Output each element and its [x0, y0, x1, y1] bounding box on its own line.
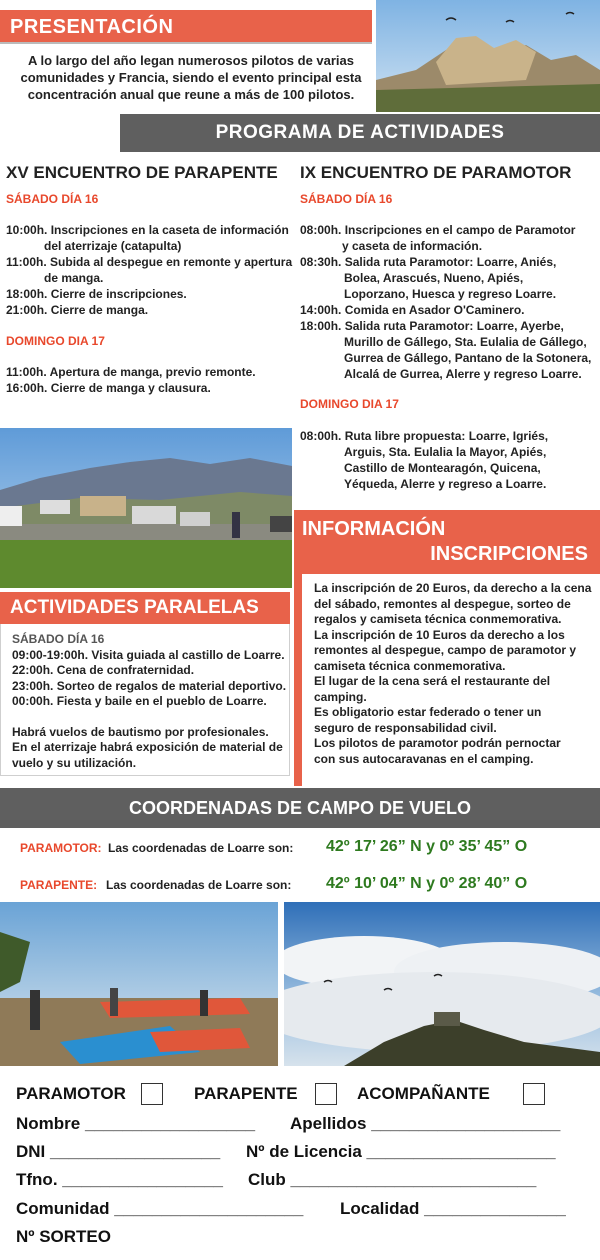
nombre-field[interactable]: Nombre __________________	[16, 1114, 256, 1133]
club-field[interactable]: Club __________________________	[248, 1170, 537, 1189]
paramotor-entry: 08:30h. Salida ruta Paramotor: Loarre, Aniés, Bolea, Arascués, Nueno, Apiés, Loporzano, Huesca y regreso Loarre.	[300, 255, 557, 301]
inscripciones-title: INSCRIPCIONES	[430, 543, 588, 565]
parapente-entry: 11:00h. Subida al despegue en remonte y apertura de manga.	[6, 255, 293, 285]
parapente-checkbox[interactable]	[315, 1083, 337, 1105]
parapente-option-label: PARAPENTE	[194, 1084, 298, 1103]
programa-banner	[120, 114, 600, 152]
parapente-coord-label: PARAPENTE:	[20, 878, 98, 892]
paramotor-entry: 08:00h. Ruta libre propuesta: Loarre, Igriés, Arguis, Sta. Eulalia la Mayor, Apiés, Castillo de Montearagón, Quicena, Yéqueda, Alerre y regreso a Loarre.	[300, 429, 549, 491]
comunidad-field[interactable]: Comunidad ____________________	[16, 1199, 304, 1218]
presentacion-banner	[0, 10, 372, 44]
paramotor-entry: 14:00h. Comida en Asador O'Caminero.	[300, 303, 525, 317]
localidad-field[interactable]: Localidad _______________	[340, 1199, 566, 1218]
paramotor-coord-value: 42º 17’ 26” N y 0º 35’ 45” O	[326, 838, 528, 855]
paramotor-entry: 08:00h. Inscripciones en el campo de Paramotor y caseta de información.	[300, 223, 576, 253]
castle-photo	[376, 0, 600, 112]
paramotor-domingo-day: DOMINGO DIA 17	[300, 397, 399, 411]
coordenadas-banner	[0, 788, 600, 828]
parapente-entry: 11:00h. Apertura de manga, previo remonte.	[6, 365, 256, 379]
informacion-title: INFORMACIÓN	[302, 518, 446, 540]
dni-field[interactable]: DNI __________________	[16, 1142, 221, 1161]
parapente-sabado-day: SÁBADO DÍA 16	[6, 192, 99, 206]
landing-field-photo	[0, 428, 292, 588]
apellidos-field[interactable]: Apellidos ____________________	[290, 1114, 561, 1133]
presentacion-text: A lo largo del año legan numerosos pilotos de varias comunidades y Francia, siendo el evento principal esta concentración anual que reune a más de 100 pilotos.	[20, 53, 362, 102]
paralelas-banner	[0, 592, 290, 624]
parapente-entry: 21:00h. Cierre de manga.	[6, 303, 149, 317]
registration-form	[0, 1068, 600, 1260]
paramotor-title: IX ENCUENTRO DE PARAMOTOR	[300, 163, 572, 182]
paramotor-coord-text: Las coordenadas de Loarre son:	[108, 841, 294, 855]
tfno-field[interactable]: Tfno. _________________	[16, 1170, 223, 1189]
informacion-side-bar	[294, 574, 302, 786]
pilots-photo	[0, 902, 278, 1066]
sorteo-label: Nº SORTEO	[16, 1227, 111, 1246]
parapente-title: XV ENCUENTRO DE PARAPENTE	[6, 163, 278, 182]
parapente-domingo-day: DOMINGO DIA 17	[6, 334, 105, 348]
coordenadas-title: COORDENADAS DE CAMPO DE VUELO	[128, 798, 472, 818]
paramotor-entry: 18:00h. Salida ruta Paramotor: Loarre, Ayerbe, Murillo de Gállego, Sta. Eulalia de Gállego, Gurrea de Gállego, Pantano de la Sotonera, Alcalá de Gurrea, Alerre y regreso Loarre.	[300, 319, 592, 381]
paralelas-day: SÁBADO DÍA 16	[12, 632, 105, 646]
parapente-coord-text: Las coordenadas de Loarre son:	[106, 878, 292, 892]
clouds-castle-photo	[284, 902, 600, 1066]
acompanante-checkbox[interactable]	[523, 1083, 545, 1105]
paralelas-title: ACTIVIDADES PARALELAS	[10, 597, 259, 618]
paramotor-coord-label: PARAMOTOR:	[20, 841, 102, 855]
presentacion-title: PRESENTACIÓN	[10, 16, 174, 38]
parapente-entry: 16:00h. Cierre de manga y clausura.	[6, 381, 211, 395]
parapente-coord-value: 42º 10’ 04” N y 0º 28’ 40” O	[326, 875, 528, 892]
parapente-entry: 18:00h. Cierre de inscripciones.	[6, 287, 187, 301]
licencia-field[interactable]: Nº de Licencia ____________________	[246, 1142, 556, 1161]
paramotor-sabado-day: SÁBADO DÍA 16	[300, 192, 393, 206]
informacion-text: La inscripción de 20 Euros, da derecho a la cena del sábado, remontes al despegue, sorteo de regalos y camiseta técnica conmemorativa. La inscripción de 10 Euros da derecho a los remontes al despegue, campo de paramotor y camiseta técnica conmemorativa. El lugar de la cena será el restaurante del camping. Es obligatorio estar federado o tener un seguro de responsabilidad civil. Los pilotos de paramotor podrán pernoctar con sus autocaravanas en el camping.	[314, 581, 592, 766]
informacion-banner	[294, 510, 600, 574]
paramotor-option-label: PARAMOTOR	[16, 1084, 126, 1103]
paralelas-text: SÁBADO DÍA 16 09:00-19:00h. Visita guiada al castillo de Loarre. 22:00h. Cena de confraternidad. 23:00h. Sorteo de regalos de material deportivo. 00:00h. Fiesta y baile en el pueblo de Loarre. Habrá vuelos de bautismo por profesionales. En el aterrizaje habrá exposición de material de vuelo y su utilización.	[12, 632, 292, 771]
programa-title: PROGRAMA DE ACTIVIDADES	[215, 122, 505, 143]
acompanante-option-label: ACOMPAÑANTE	[357, 1084, 490, 1103]
paramotor-checkbox[interactable]	[141, 1083, 163, 1105]
parapente-entry: 10:00h. Inscripciones en la caseta de información del aterrizaje (catapulta)	[6, 223, 289, 253]
